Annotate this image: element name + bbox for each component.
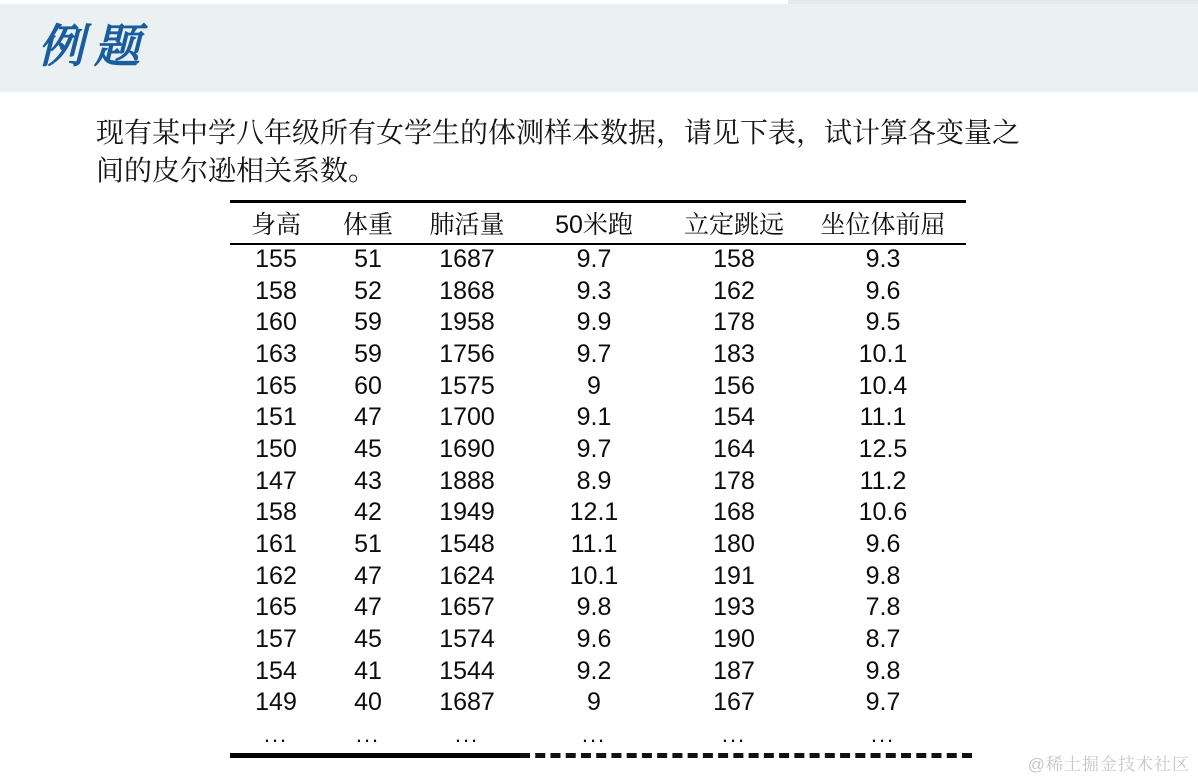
table-row <box>230 687 966 719</box>
table-cell: 162 <box>713 276 755 305</box>
table-cell: 10.6 <box>858 498 908 527</box>
table-cell: 41 <box>354 656 382 685</box>
table-cell: 9.3 <box>576 276 612 305</box>
problem-text <box>96 114 1020 190</box>
table-cell: 178 <box>713 466 755 495</box>
table-cell: 1700 <box>439 403 495 432</box>
table-cell: 45 <box>354 625 382 654</box>
table-cell: 193 <box>713 593 755 622</box>
table-cell: 8.9 <box>576 466 612 495</box>
table-cell: 10.4 <box>858 371 908 400</box>
table-row <box>230 624 966 656</box>
table-cell: 164 <box>713 434 755 463</box>
table-cell: 9.7 <box>865 688 901 717</box>
table-cell: 163 <box>255 339 297 368</box>
table-cell: 151 <box>255 403 297 432</box>
table-cell: 161 <box>255 530 297 559</box>
table-cell: 168 <box>713 498 755 527</box>
table-cell: 162 <box>255 561 297 590</box>
table-cell: 12.5 <box>858 434 908 463</box>
table-cell: 52 <box>354 276 382 305</box>
table-cell: 11.1 <box>859 403 907 432</box>
table-cell: 147 <box>255 466 297 495</box>
table-cell: 1868 <box>439 276 495 305</box>
table-cell: 1544 <box>439 656 495 685</box>
table-header-cell: 身高 <box>230 202 322 244</box>
table-cell: 9.8 <box>576 593 612 622</box>
table-cell: 42 <box>354 498 382 527</box>
table-row <box>230 560 966 592</box>
table-cell: 43 <box>354 466 382 495</box>
table-cell: 165 <box>255 593 297 622</box>
table-cell: 155 <box>255 245 297 274</box>
table-cell: 1687 <box>439 688 495 717</box>
table-row <box>230 370 966 402</box>
table-row <box>230 529 966 561</box>
table-cell: 1687 <box>439 245 495 274</box>
table-row <box>230 465 966 497</box>
table-cell: 51 <box>354 530 382 559</box>
table-bottom-border-solid <box>230 753 520 758</box>
table-cell: 1624 <box>439 561 495 590</box>
table-cell: 12.1 <box>569 498 619 527</box>
table-cell: 1657 <box>439 593 495 622</box>
table-cell: 165 <box>255 371 297 400</box>
table-cell: 9.8 <box>865 656 901 685</box>
table-cell: 160 <box>255 308 297 337</box>
table-header-cell: 立定跳远 <box>668 202 800 244</box>
table-cell: 9.7 <box>576 434 612 463</box>
table-cell: ... <box>870 721 896 747</box>
table-cell: 1574 <box>439 625 495 654</box>
table-cell: 9.6 <box>576 625 612 654</box>
table-header-cell: 坐位体前屈 <box>800 202 966 244</box>
table-cell: 187 <box>713 656 755 685</box>
data-table <box>230 200 966 751</box>
table-cell: ... <box>721 721 747 747</box>
table-cell: 9.2 <box>576 656 612 685</box>
table-cell: 149 <box>255 688 297 717</box>
table-cell: 10.1 <box>858 339 908 368</box>
table-row <box>230 402 966 434</box>
table-row <box>230 655 966 687</box>
table-cell: 154 <box>255 656 297 685</box>
problem-line-1: 现有某中学八年级所有女学生的体测样本数据，请见下表，试计算各变量之 <box>96 117 1021 148</box>
table-cell: 8.7 <box>865 625 901 654</box>
table-row <box>230 339 966 371</box>
table-cell: 1690 <box>439 434 495 463</box>
table-row <box>230 244 966 276</box>
table-cell: 1949 <box>439 498 495 527</box>
table-cell: 9 <box>587 688 601 717</box>
table-cell: 45 <box>354 434 382 463</box>
table-cell: 9.7 <box>576 245 612 274</box>
table-cell: 156 <box>713 371 755 400</box>
table-cell: ... <box>355 721 381 747</box>
table-row <box>230 592 966 624</box>
table-cell: 1888 <box>439 466 495 495</box>
table-cell: 59 <box>354 339 382 368</box>
table-body <box>230 244 966 751</box>
table-cell: 178 <box>713 308 755 337</box>
table-cell: 47 <box>354 593 382 622</box>
table-cell: 158 <box>255 276 297 305</box>
fitness-data-table <box>230 200 966 751</box>
slide-title: 例题 <box>38 19 150 73</box>
table-cell: 167 <box>713 688 755 717</box>
table-header-cell: 体重 <box>322 202 414 244</box>
table-cell: ... <box>581 721 607 747</box>
table-cell: 158 <box>255 498 297 527</box>
table-cell: 60 <box>354 371 382 400</box>
table-cell: 1958 <box>439 308 495 337</box>
table-cell: 9.7 <box>576 339 612 368</box>
table-cell: 11.1 <box>570 530 618 559</box>
table-cell: 1575 <box>439 371 495 400</box>
table-cell: 10.1 <box>569 561 619 590</box>
table-cell: 158 <box>713 245 755 274</box>
table-header-row <box>230 202 966 244</box>
table-cell: 47 <box>354 561 382 590</box>
table-row <box>230 275 966 307</box>
table-cell: 9 <box>587 371 601 400</box>
title-band <box>0 4 1198 92</box>
problem-line-2: 间的皮尔逊相关系数。 <box>96 155 377 186</box>
table-cell: 40 <box>354 688 382 717</box>
table-cell: ... <box>263 721 289 747</box>
table-cell: 11.2 <box>859 466 907 495</box>
table-cell: 9.1 <box>576 403 612 432</box>
table-cell: 9.6 <box>865 530 901 559</box>
watermark: @稀土掘金技术社区 <box>1027 755 1190 774</box>
table-row <box>230 434 966 466</box>
table-cell: 1756 <box>439 339 495 368</box>
table-cell: 1548 <box>439 530 495 559</box>
table-row <box>230 719 966 751</box>
table-cell: 9.6 <box>865 276 901 305</box>
table-bottom-border-dashed <box>520 753 972 758</box>
table-cell: 9.5 <box>865 308 901 337</box>
table-cell: 7.8 <box>865 593 901 622</box>
table-cell: 183 <box>713 339 755 368</box>
table-row <box>230 497 966 529</box>
table-row <box>230 307 966 339</box>
table-cell: 59 <box>354 308 382 337</box>
table-cell: 47 <box>354 403 382 432</box>
table-cell: 180 <box>713 530 755 559</box>
table-header-cell: 50米跑 <box>520 202 668 244</box>
table-cell: 157 <box>255 625 297 654</box>
table-cell: 190 <box>713 625 755 654</box>
table-cell: 9.9 <box>576 308 612 337</box>
table-cell: 9.3 <box>865 245 901 274</box>
table-cell: 150 <box>255 434 297 463</box>
table-cell: 154 <box>713 403 755 432</box>
table-header-cell: 肺活量 <box>414 202 520 244</box>
table-cell: ... <box>454 721 480 747</box>
table-cell: 9.8 <box>865 561 901 590</box>
table-cell: 191 <box>713 561 755 590</box>
table-cell: 51 <box>354 245 382 274</box>
